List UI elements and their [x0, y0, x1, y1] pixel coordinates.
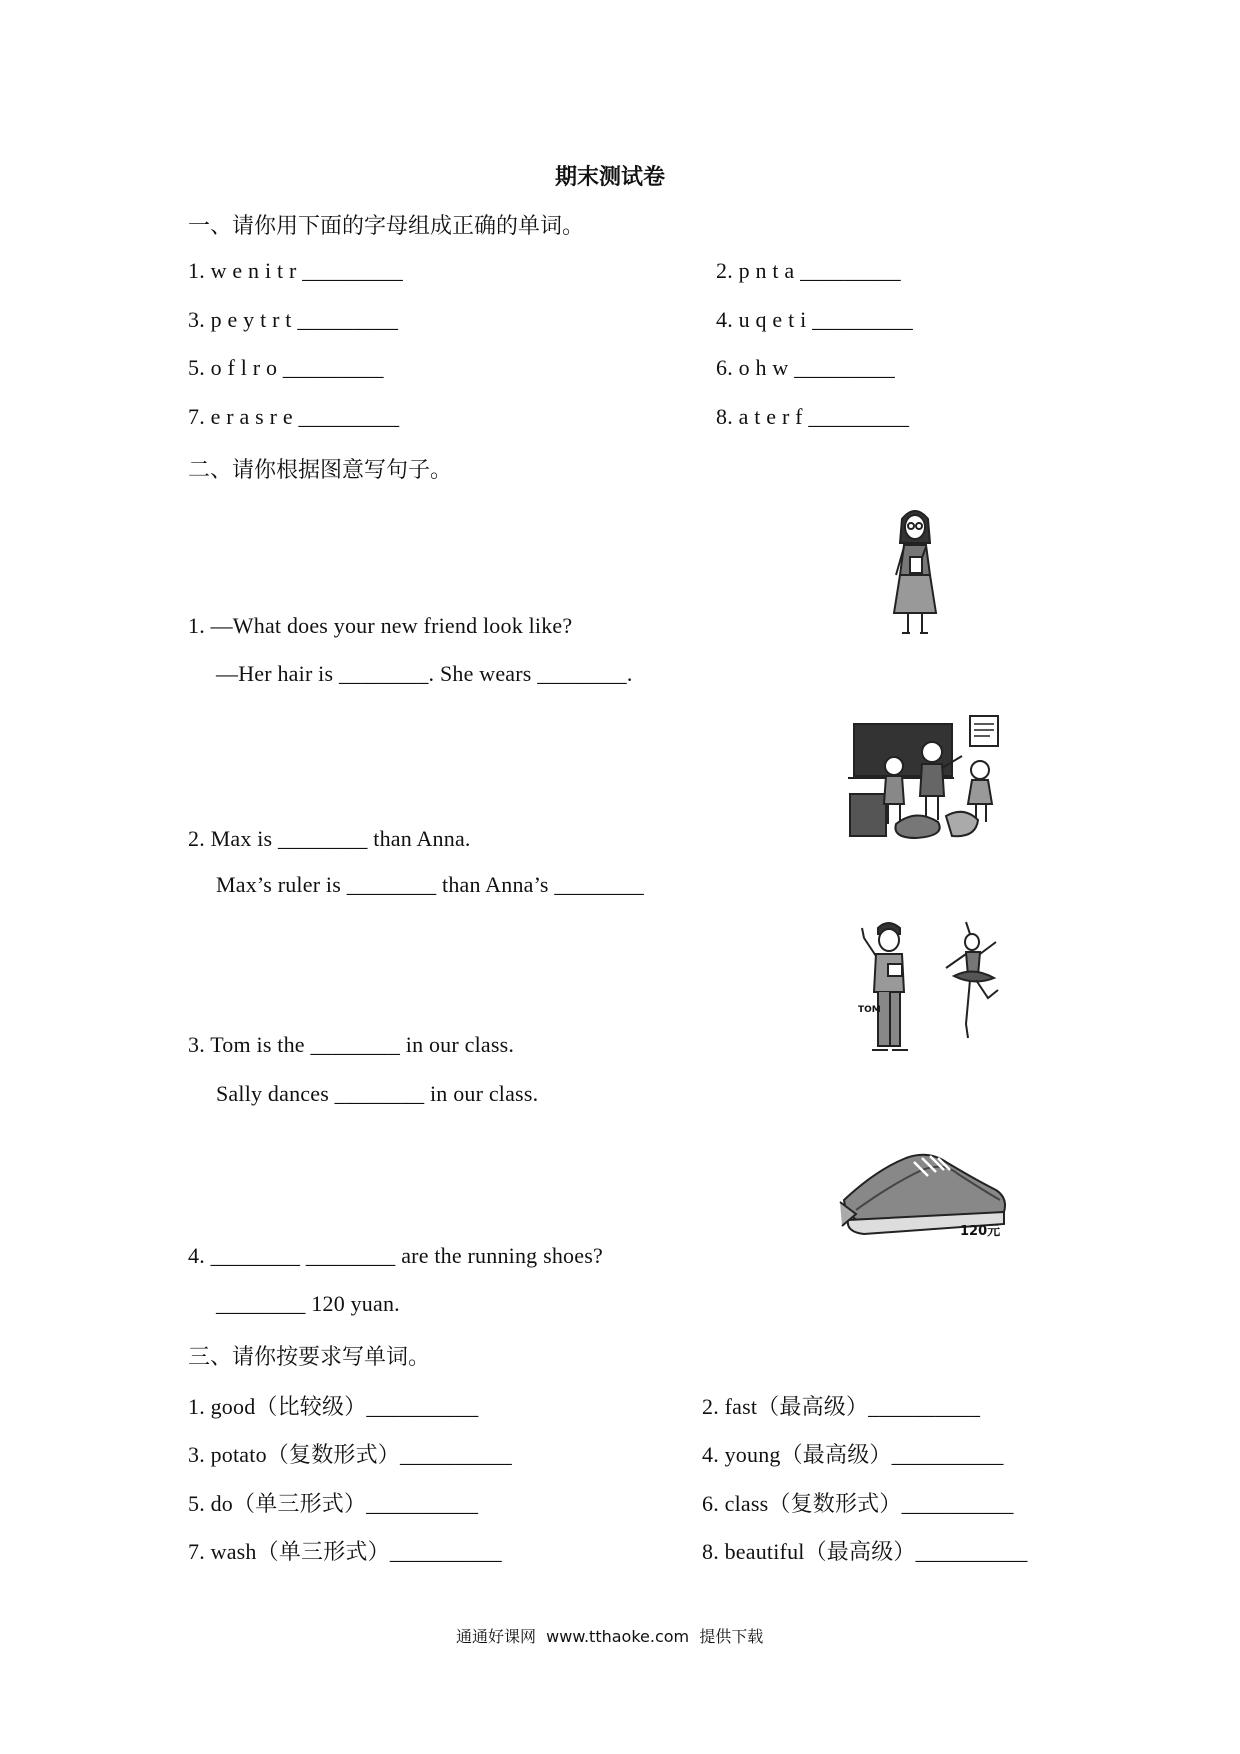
s1-item-4: 4. u q e t i _________ [716, 307, 913, 332]
s2-q2-line2: Max’s ruler is ________ than Anna’s ________ [216, 872, 644, 897]
s2-q3-line1: 3. Tom is the ________ in our class. [188, 1032, 515, 1057]
s1-item-7: 7. e r a s r e _________ [188, 404, 400, 429]
s3-item-7: 7. wash（单三形式）__________ [188, 1539, 502, 1564]
classroom-illustration [846, 712, 1016, 842]
dancing-girl-illustration [936, 920, 1006, 1050]
girl-illustration [880, 505, 950, 640]
s2-q4-line2: ________ 120 yuan. [216, 1291, 400, 1316]
section-3-heading: 三、请你按要求写单词。 [188, 1345, 431, 1370]
section-1-heading: 一、请你用下面的字母组成正确的单词。 [188, 214, 585, 239]
s1-item-2: 2. p n t a _________ [716, 258, 901, 283]
section-2-heading: 二、请你根据图意写句子。 [188, 458, 453, 483]
s1-item-8: 8. a t e r f _________ [716, 404, 910, 429]
s2-q1-line2: —Her hair is ________. She wears ________. [216, 661, 633, 686]
s2-q1-line1: 1. —What does your new friend look like? [188, 613, 573, 638]
s3-item-6: 6. class（复数形式）__________ [702, 1491, 1014, 1516]
s1-item-6: 6. o h w _________ [716, 355, 895, 380]
s2-q3-line2: Sally dances ________ in our class. [216, 1081, 539, 1106]
s3-item-4: 4. young（最高级）__________ [702, 1442, 1004, 1467]
s1-item-5: 5. o f l r o _________ [188, 355, 384, 380]
s1-item-1: 1. w e n i t r _________ [188, 258, 404, 283]
tom-illustration [858, 920, 920, 1060]
s3-item-3: 3. potato（复数形式）__________ [188, 1442, 512, 1467]
s3-item-2: 2. fast（最高级）__________ [702, 1394, 981, 1419]
page-title: 期末测试卷 [555, 165, 666, 190]
s2-q2-line1: 2. Max is ________ than Anna. [188, 826, 471, 851]
tom-name-label: TOM [858, 1005, 881, 1015]
s2-q4-line1: 4. ________ ________ are the running shoes? [188, 1243, 603, 1268]
page-footer: 通通好课网 www.tthaoke.com 提供下载 [456, 1627, 764, 1646]
s3-item-8: 8. beautiful（最高级）__________ [702, 1539, 1028, 1564]
s3-item-1: 1. good（比较级）__________ [188, 1394, 479, 1419]
shoe-price-label: 120元 [960, 1224, 1001, 1239]
s3-item-5: 5. do（单三形式）__________ [188, 1491, 479, 1516]
s1-item-3: 3. p e y t r t _________ [188, 307, 399, 332]
